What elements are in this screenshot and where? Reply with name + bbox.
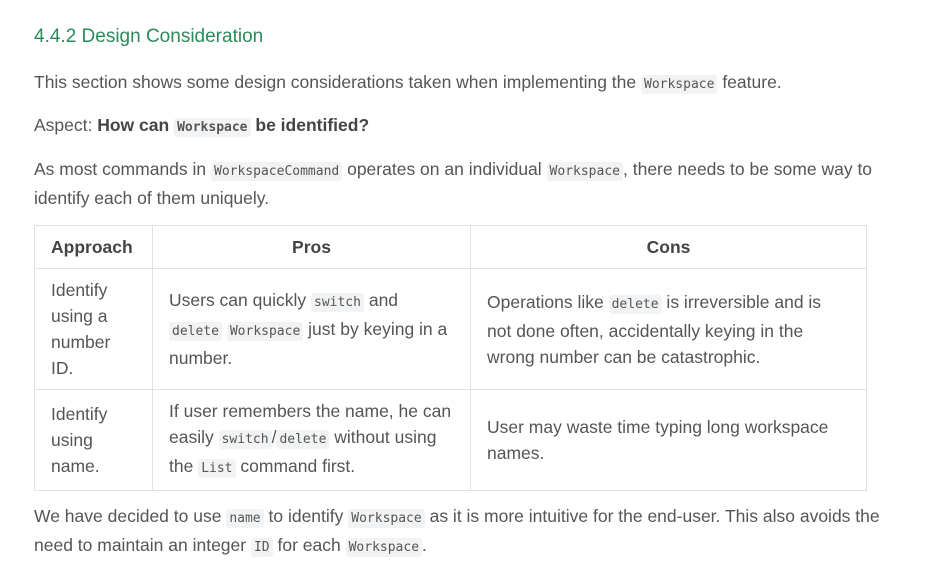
intro-text-2: feature.	[717, 72, 782, 92]
inline-code: delete	[169, 322, 222, 341]
header-approach: Approach	[35, 226, 153, 269]
aspect-label: Aspect:	[34, 115, 98, 135]
table-row	[35, 390, 867, 491]
approach-cell: Identify using a number ID.	[35, 269, 153, 390]
cons-cell: User may waste time typing long workspace names.	[471, 390, 867, 491]
pros-cell: Users can quickly switch and delete Workspace just by keying in a number.	[153, 269, 471, 390]
inline-code: Workspace	[641, 75, 717, 94]
inline-code: delete	[609, 295, 662, 314]
cons-cell: Operations like delete is irreversible and is not done often, accidentally keying in the wrong number can be catastrophic.	[471, 269, 867, 390]
inline-code: Workspace	[348, 509, 424, 528]
header-cons: Cons	[471, 226, 867, 269]
inline-code: WorkspaceCommand	[211, 162, 342, 181]
inline-code: Workspace	[346, 538, 422, 557]
considerations-table	[34, 225, 867, 491]
table-row	[35, 269, 867, 390]
inline-code: Workspace	[547, 162, 623, 181]
inline-code: Workspace	[227, 322, 303, 341]
table-header-row	[35, 226, 867, 269]
inline-code: switch	[311, 293, 364, 312]
intro-paragraph	[34, 69, 782, 98]
aspect-paragraph	[34, 112, 369, 141]
inline-code: delete	[276, 430, 329, 449]
section-heading: 4.4.2 Design Consideration	[34, 26, 264, 47]
intro-text-1: This section shows some design considerations taken when implementing the	[34, 72, 641, 92]
pros-cell: If user remembers the name, he can easily switch / delete without using the List command first.	[153, 390, 471, 491]
inline-code: switch	[219, 430, 272, 449]
inline-code: name	[226, 509, 263, 528]
aspect-question: How can Workspace be identified?	[97, 115, 370, 135]
inline-code: Workspace	[174, 118, 250, 137]
context-paragraph: As most commands in WorkspaceCommand operates on an individual Workspace , there needs to be some way to identify each of them uniquely.	[34, 159, 873, 208]
header-pros: Pros	[153, 226, 471, 269]
inline-code: ID	[251, 538, 273, 557]
approach-cell: Identify using name.	[35, 390, 153, 491]
inline-code: List	[198, 459, 235, 478]
conclusion-paragraph: We have decided to use name to identify Workspace as it is more intuitive for the end-user. This also avoids the need to maintain an integer ID for each Workspace .	[34, 506, 880, 555]
